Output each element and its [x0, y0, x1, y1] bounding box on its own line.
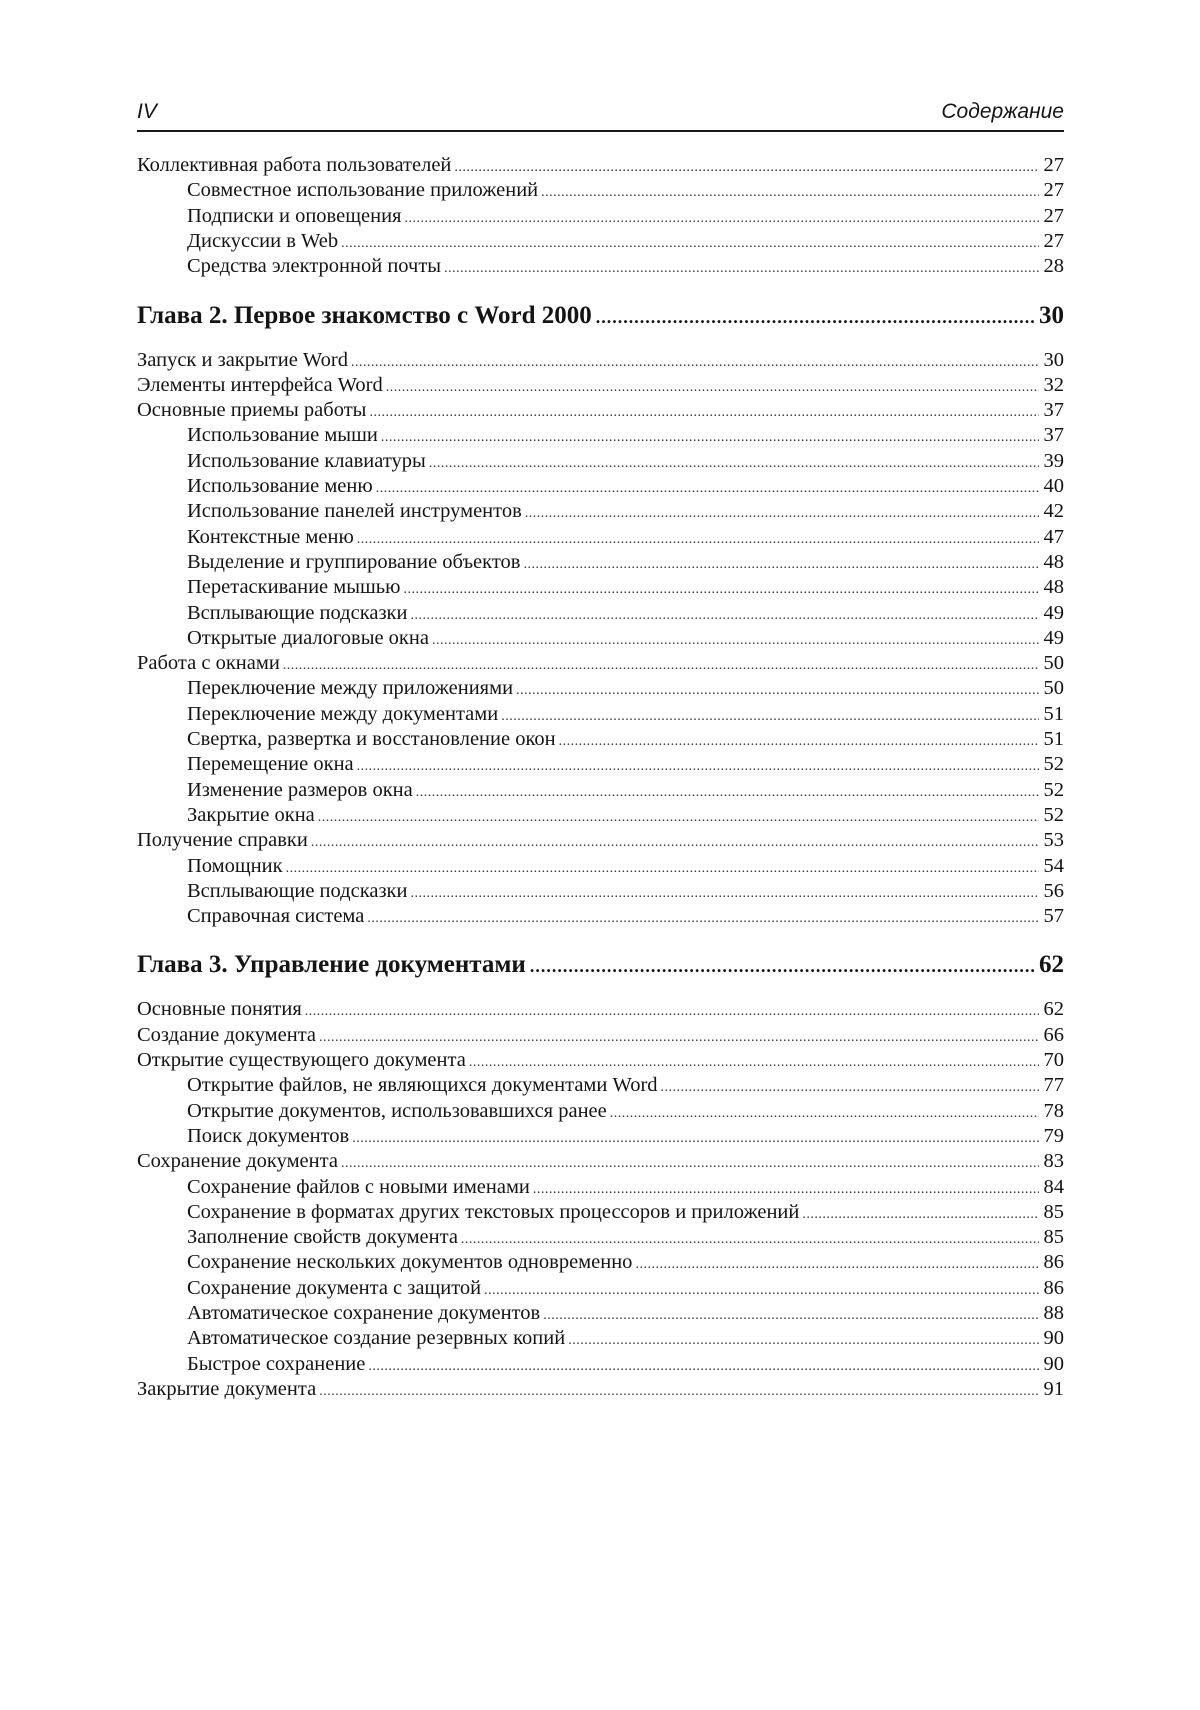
toc-page-number: 56: [1043, 879, 1064, 902]
toc-entry-title: Заполнение свойств документа: [187, 1226, 458, 1249]
toc-page-number: 86: [1043, 1251, 1064, 1274]
toc-page-number: 86: [1043, 1276, 1064, 1299]
toc-entry-title: Сохранение файлов с новыми именами: [187, 1175, 530, 1198]
toc-entry-title: Перемещение окна: [187, 753, 354, 776]
toc-page-number: 49: [1043, 626, 1064, 649]
toc-page-number: 30: [1039, 301, 1064, 329]
toc-entry-title: Использование панелей инструментов: [187, 500, 522, 523]
toc-entry-title: Закрытие окна: [187, 803, 315, 826]
toc-entry-title: Быстрое сохранение: [187, 1352, 366, 1375]
toc-page-number: 77: [1043, 1074, 1064, 1097]
toc-entry-title: Поиск документов: [187, 1124, 350, 1147]
toc-page-number: 32: [1043, 373, 1064, 396]
toc-entry-title: Открытые диалоговые окна: [187, 626, 429, 649]
toc-page-number: 40: [1043, 475, 1064, 497]
toc-page-number: 53: [1043, 829, 1064, 852]
toc-entry-title: Совместное использование приложений: [187, 179, 539, 202]
toc-page-number: 62: [1043, 998, 1064, 1021]
toc-entry-title: Создание документа: [137, 1023, 317, 1046]
toc-entry-title: Закрытие документа: [137, 1377, 317, 1400]
toc-entry-title: Элементы интерфейса Word: [137, 373, 383, 396]
toc-page-number: 66: [1043, 1023, 1064, 1046]
toc-entry-title: Открытие существующего документа: [137, 1049, 466, 1071]
toc-chapter-heading: [137, 301, 1064, 332]
toc-entry-title: Глава 3. Управление документами: [137, 951, 526, 979]
toc-page-number: 30: [1043, 348, 1064, 371]
toc-entry-title: Автоматическое сохранение документов: [187, 1302, 541, 1324]
toc-page-number: 78: [1043, 1099, 1064, 1122]
toc-page-number: 84: [1043, 1175, 1064, 1198]
toc-page-number: 90: [1043, 1352, 1064, 1375]
toc-entry-title: Выделение и группирование объектов: [187, 550, 521, 573]
toc-entry-title: Глава 2. Первое знакомство с Word 2000: [137, 301, 592, 329]
toc-page-number: 91: [1043, 1377, 1064, 1400]
toc-entry-title: Основные приемы работы: [137, 399, 367, 422]
toc-entry-title: Открытие документов, использовавшихся ранее: [187, 1099, 607, 1122]
toc-page-number: 52: [1043, 753, 1064, 776]
toc-section-entry: [137, 1376, 1064, 1405]
toc-subsection-entry: [187, 903, 1064, 932]
toc-page-number: 52: [1043, 778, 1064, 801]
toc-page-number: 50: [1043, 677, 1064, 700]
dot-leader: [367, 906, 1039, 932]
toc-page-number: 27: [1043, 204, 1064, 227]
toc-entry-title: Коллективная работа пользователей: [137, 154, 452, 176]
running-header: [137, 96, 1064, 132]
toc-page-number: 37: [1043, 424, 1064, 447]
toc-page-number: 27: [1043, 229, 1064, 252]
toc-entry-title: Сохранение в форматах других текстовых процессоров и приложений: [187, 1200, 800, 1223]
toc-entry-title: Перетаскивание мышью: [187, 576, 401, 599]
toc-page-number: 39: [1043, 449, 1064, 472]
toc-entry-title: Основные понятия: [137, 998, 302, 1021]
toc-page-number: 51: [1043, 728, 1064, 750]
toc-subsection-entry: [187, 253, 1064, 282]
dot-leader: [444, 256, 1039, 282]
toc-entry-title: Сохранение документа: [137, 1150, 338, 1173]
toc-page-number: 85: [1043, 1200, 1064, 1223]
toc-page-number: 47: [1043, 525, 1064, 548]
dot-leader: [530, 951, 1035, 981]
toc-entry-title: Использование мыши: [187, 424, 378, 447]
toc-entry-title: Контекстные меню: [187, 525, 354, 548]
toc-page-number: 37: [1043, 399, 1064, 422]
toc-entry-title: Всплывающие подсказки: [187, 879, 408, 902]
toc-entry-title: Запуск и закрытие Word: [137, 348, 348, 371]
toc-entry-title: Изменение размеров окна: [187, 778, 413, 801]
toc-entry-title: Подписки и оповещения: [187, 204, 402, 227]
toc-entry-title: Всплывающие подсказки: [187, 601, 408, 624]
page-number: IV: [137, 100, 157, 123]
toc-page-number: 88: [1043, 1302, 1064, 1324]
toc-entry-title: Использование клавиатуры: [187, 449, 426, 472]
toc-entry-title: Работа с окнами: [137, 652, 280, 675]
toc-page-number: 85: [1043, 1226, 1064, 1249]
toc-page-number: 48: [1043, 550, 1064, 573]
toc-page-number: 49: [1043, 601, 1064, 624]
toc-chapter-heading: [137, 950, 1064, 981]
toc-page-number: 90: [1043, 1327, 1064, 1350]
toc-page-number: 27: [1043, 179, 1064, 202]
toc-page-number: 83: [1043, 1150, 1064, 1173]
toc-entry-title: Переключение между приложениями: [187, 677, 514, 700]
toc-page-number: 51: [1043, 702, 1064, 725]
toc-page-number: 48: [1043, 576, 1064, 599]
toc-page-number: 79: [1043, 1124, 1064, 1147]
toc-page-number: 70: [1043, 1049, 1064, 1071]
toc-page-number: 57: [1043, 905, 1064, 928]
toc-entry-title: Сохранение документа с защитой: [187, 1276, 482, 1299]
toc-page-number: 28: [1043, 255, 1064, 278]
document-page: [137, 96, 1064, 1400]
toc-entry-title: Переключение между документами: [187, 702, 499, 725]
toc-entry-title: Автоматическое создание резервных копий: [187, 1327, 566, 1350]
toc-entry-title: Средства электронной почты: [187, 255, 442, 278]
toc-page-number: 54: [1043, 854, 1064, 877]
toc-page-number: 62: [1039, 951, 1064, 979]
toc-entry-title: Справочная система: [187, 905, 365, 928]
toc-page-number: 50: [1043, 652, 1064, 675]
toc-entry-title: Свертка, развертка и восстановление окон: [187, 728, 556, 750]
dot-leader: [596, 302, 1035, 332]
dot-leader: [319, 1379, 1039, 1405]
toc-page-number: 42: [1043, 500, 1064, 523]
toc-entry-title: Помощник: [187, 854, 283, 877]
toc-entry-title: Сохранение нескольких документов одновременно: [187, 1251, 633, 1274]
section-title: Содержание: [941, 100, 1064, 123]
toc-entry-title: Использование меню: [187, 475, 373, 497]
toc-page-number: 27: [1043, 154, 1064, 176]
toc-page-number: 52: [1043, 803, 1064, 826]
toc-entry-title: Открытие файлов, не являющихся документами Word: [187, 1074, 658, 1097]
toc-entry-title: Получение справки: [137, 829, 308, 852]
toc-entry-title: Дискуссии в Web: [187, 229, 339, 252]
